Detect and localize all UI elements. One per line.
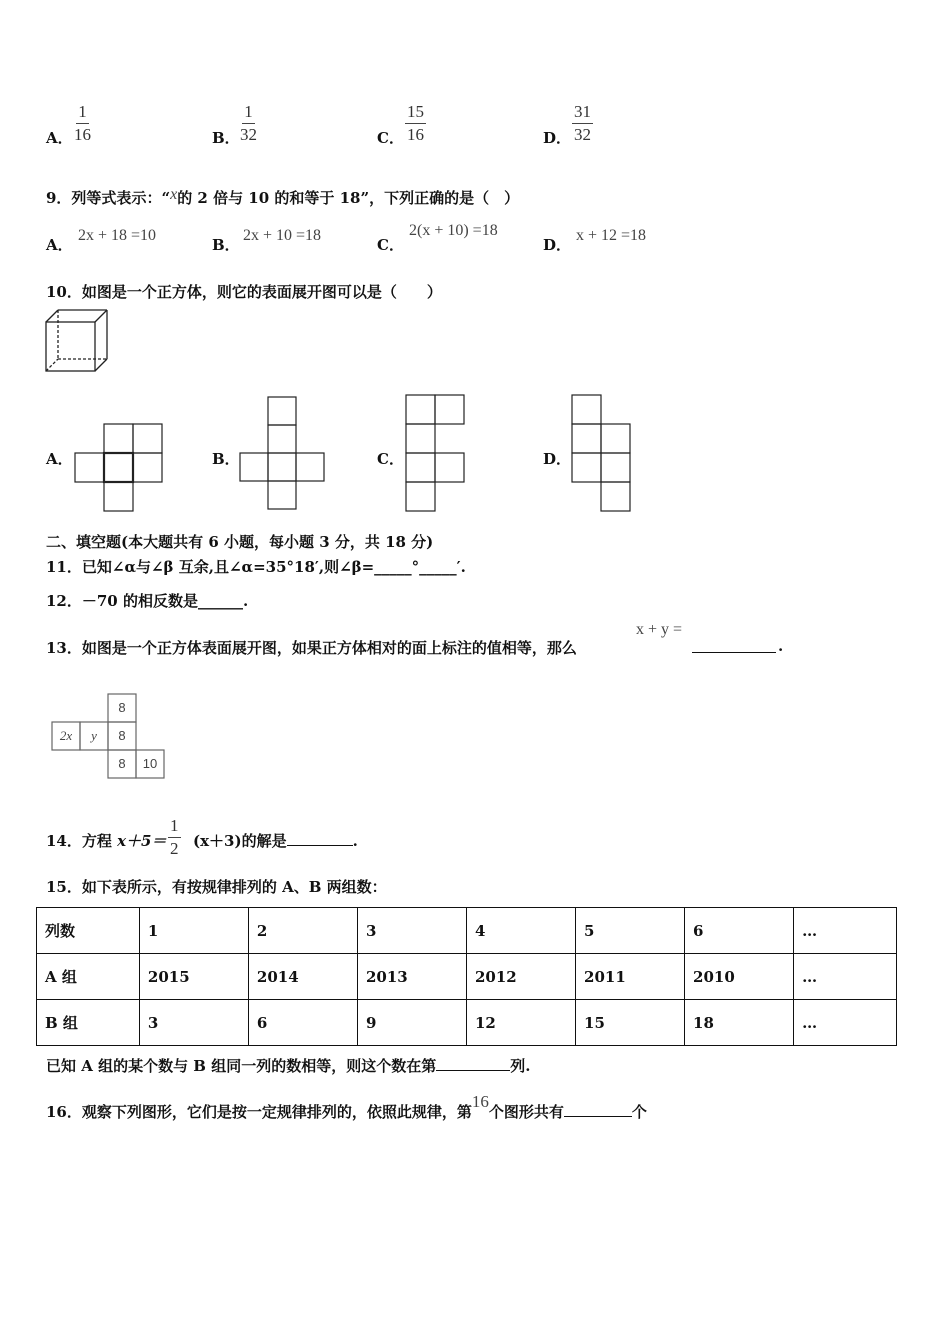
table-cell: 2013: [357, 954, 466, 1000]
q8-option-a-fraction: [74, 101, 91, 146]
q9-option-c-expr: 2(x + 10) =18: [409, 222, 498, 239]
table-cell: 9: [357, 1000, 466, 1046]
numerator: 15: [405, 101, 426, 124]
q9-option-a-expr: 2x + 18 =10: [78, 227, 157, 244]
q9-question: [46, 187, 519, 208]
table-cell: 4: [466, 908, 575, 954]
q16-end: 个: [631, 1103, 647, 1121]
denominator: 16: [407, 125, 424, 144]
q15-followup-text: 已知 A 组的某个数与 B 组同一列的数相等，则这个数在第: [46, 1057, 437, 1075]
table-cell: 2012: [466, 954, 575, 1000]
section-heading: 二、填空题(本大题共有 6 小题，每小题 3 分，共 18 分): [46, 533, 434, 551]
table-cell: …: [794, 954, 897, 1000]
table-cell: …: [794, 908, 897, 954]
q8-option-d-label: D．: [543, 129, 572, 147]
q10-question: 10．如图是一个正方体，则它的表面展开图可以是（ ）: [46, 283, 442, 301]
table-cell: B 组: [37, 1000, 140, 1046]
q9-option-d-label: D．: [543, 236, 572, 254]
table-cell: 2: [248, 908, 357, 954]
numerator: 1: [168, 815, 181, 838]
net-face-2x: 2x: [59, 728, 73, 743]
table-cell: 1: [139, 908, 248, 954]
q9-option-c-label: C．: [377, 236, 404, 254]
q14-question-pre: [46, 830, 167, 851]
q13-question: 13．如图是一个正方体表面展开图，如果正方体相对的面上标注的值相等，那么: [46, 639, 577, 657]
q14-equation: x＋5＝: [117, 832, 167, 850]
q9-option-a-label: A．: [46, 236, 73, 254]
table-cell: 15: [576, 1000, 685, 1046]
table-row: [37, 954, 897, 1000]
q9-option-b-expr: 2x + 10 =18: [243, 227, 322, 244]
net-face-middle: 8: [118, 728, 126, 743]
numerator: 1: [76, 101, 89, 124]
q8-option-d-fraction: [572, 101, 593, 146]
q8-option-b-fraction: [240, 101, 257, 146]
q14-question-post: [193, 830, 358, 851]
q9-option-b-label: B．: [212, 236, 240, 254]
table-cell: 6: [248, 1000, 357, 1046]
table-cell: 3: [357, 908, 466, 954]
table-cell: 6: [685, 908, 794, 954]
table-cell: 5: [576, 908, 685, 954]
q16-prefix: 16．观察下列图形，它们是按一定规律排列的，依照此规律，第: [46, 1103, 472, 1121]
q10-option-d-label: D．: [543, 450, 572, 468]
denominator: 32: [240, 125, 257, 144]
q15-table: [36, 907, 897, 1046]
q15-followup-end: 列.: [510, 1057, 531, 1075]
q14-answer-blank: [287, 831, 353, 846]
net-c-figure: [405, 394, 467, 514]
q9-variable: x: [170, 186, 178, 203]
q15-answer-blank: [436, 1056, 510, 1071]
q11-question: 11．已知∠α与∠β 互余,且∠α=35°18′,则∠β=_____°_____′.: [46, 558, 466, 576]
table-cell: 2010: [685, 954, 794, 1000]
q16-suffix: 个图形共有: [488, 1103, 564, 1121]
q9-text-pre: 9．列等式表示：“: [46, 189, 171, 207]
table-cell: 2011: [576, 954, 685, 1000]
q16-question: [46, 1092, 647, 1122]
q13-expression: x + y =: [636, 621, 683, 638]
table-cell: 列数: [37, 908, 140, 954]
q13-answer-blank: [692, 638, 776, 653]
q9-text-post: 的 2 倍与 10 的和等于 18”，下列正确的是（ ）: [177, 189, 520, 207]
table-cell: 3: [139, 1000, 248, 1046]
net-b-figure: [239, 396, 329, 514]
numerator: 1: [242, 101, 255, 124]
numerator: 31: [572, 101, 593, 124]
q13-end: .: [778, 637, 784, 655]
q8-option-c-fraction: [405, 101, 426, 146]
table-cell: 18: [685, 1000, 794, 1046]
q12-question: 12．－70 的相反数是______.: [46, 592, 249, 610]
q14-prefix: 14．方程: [46, 832, 118, 850]
q8-option-b-label: B．: [212, 129, 240, 147]
q13-net-figure: [50, 693, 170, 781]
net-a-figure: [74, 423, 164, 513]
q14-fraction: [168, 815, 181, 860]
net-face-right: 10: [142, 756, 158, 771]
q15-question: 15．如下表所示，有按规律排列的 A、B 两组数：: [46, 878, 387, 896]
cube-figure: [44, 309, 114, 375]
denominator: 32: [574, 125, 591, 144]
q9-option-d-expr: x + 12 =18: [576, 227, 647, 244]
net-face-bottom: 8: [118, 756, 126, 771]
q8-option-a-label: A．: [46, 129, 73, 147]
table-row: [37, 908, 897, 954]
table-row: [37, 1000, 897, 1046]
net-face-y: y: [91, 728, 97, 743]
net-d-figure: [571, 394, 633, 514]
table-cell: A 组: [37, 954, 140, 1000]
table-cell: 2014: [248, 954, 357, 1000]
denominator: 2: [170, 839, 179, 858]
table-cell: …: [794, 1000, 897, 1046]
q14-suffix: (x＋3)的解是: [193, 832, 287, 850]
q8-option-c-label: C．: [377, 129, 404, 147]
q10-option-b-label: B．: [212, 450, 240, 468]
denominator: 16: [74, 125, 91, 144]
q14-end: .: [352, 832, 358, 850]
net-face-top: 8: [118, 700, 126, 715]
table-cell: 12: [466, 1000, 575, 1046]
q16-answer-blank: [564, 1102, 632, 1117]
q16-number: 16: [471, 1092, 489, 1111]
q15-followup: [46, 1055, 530, 1076]
q10-option-c-label: C．: [377, 450, 404, 468]
table-cell: 2015: [139, 954, 248, 1000]
q10-option-a-label: A．: [46, 450, 73, 468]
